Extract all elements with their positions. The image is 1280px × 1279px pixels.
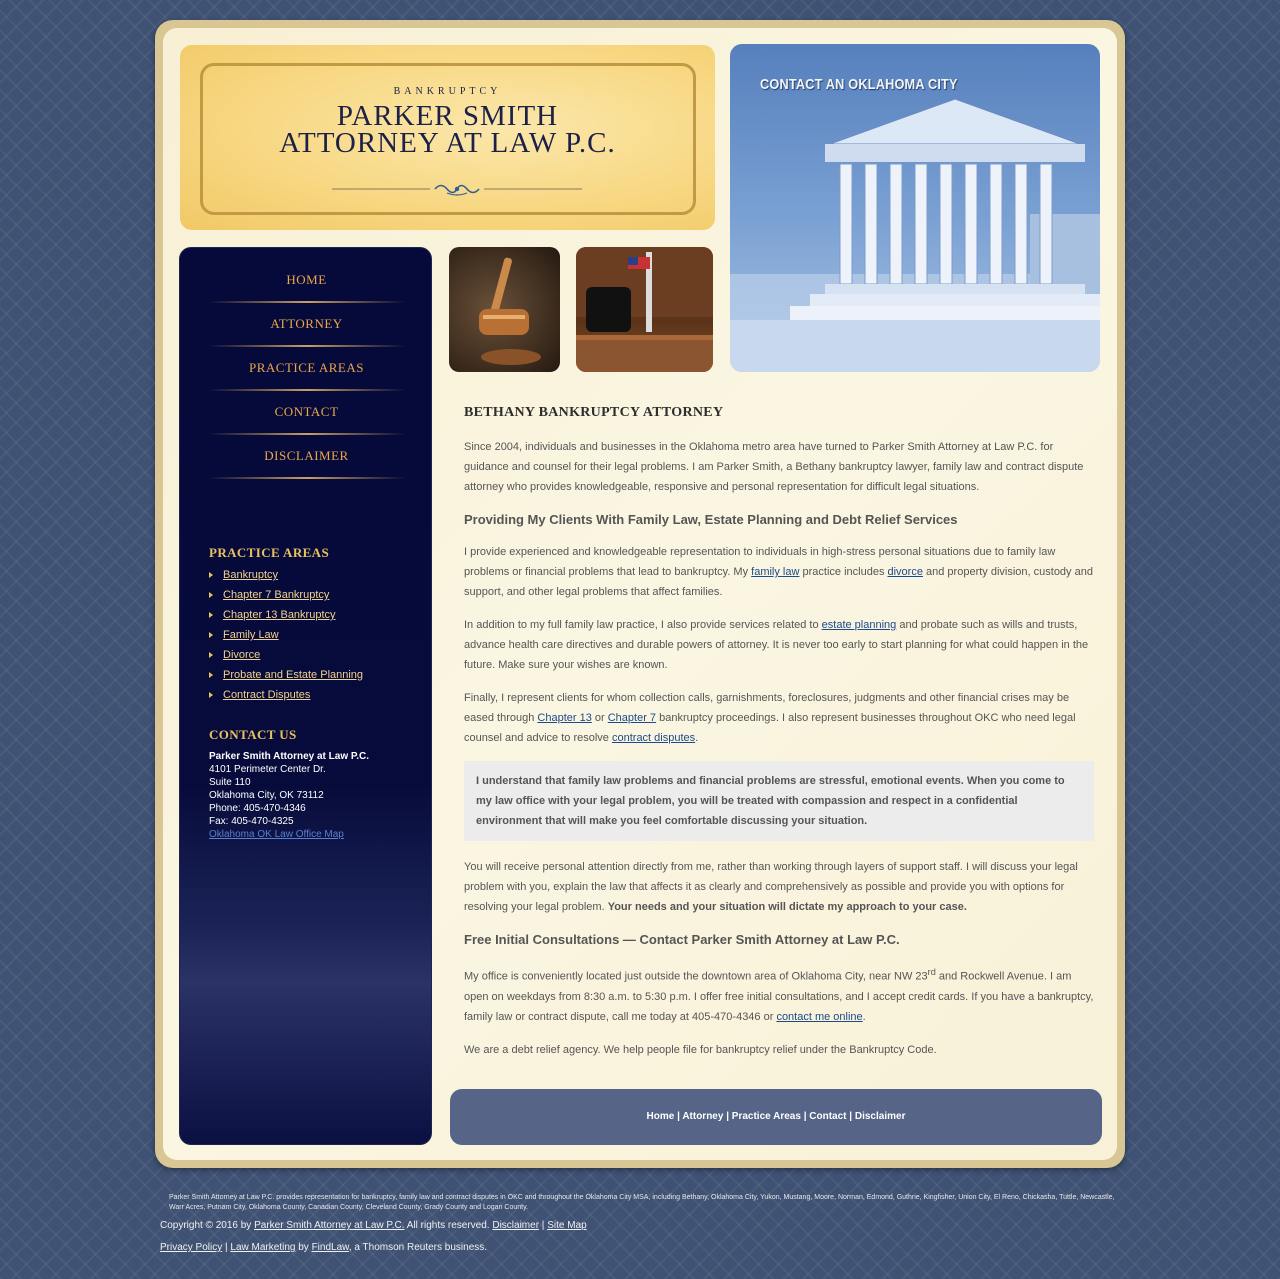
practice-areas-heading: PRACTICE AREAS — [209, 545, 330, 560]
text: . — [862, 1010, 866, 1023]
nav-attorney[interactable]: ATTORNEY — [270, 316, 343, 331]
logo-firm-name: PARKER SMITH — [336, 100, 559, 132]
text: by — [295, 1242, 312, 1253]
nav-divider — [208, 477, 406, 479]
debt-relief-notice: We are a debt relief agency. We help people file for bankruptcy relief under the Bankruptcy Code. — [464, 1043, 937, 1056]
text: You will receive personal attention directly from me, rather than working through layers of support staff. I will discuss your legal problem with you, explain the law that affects it as clearly and comprehensively as possible and provide you with options for resolving your legal problem. — [464, 861, 1078, 913]
bold-text: Your needs and your situation will dictate my approach to your case. — [607, 901, 967, 913]
ornament-icon — [332, 181, 582, 197]
text: In addition to my full family law practice, I also provide services related to — [464, 619, 822, 631]
contact-city: Oklahoma City, OK 73112 — [209, 790, 324, 801]
text: , a Thomson Reuters business. — [348, 1242, 488, 1253]
callout-box: I understand that family law problems and financial problems are stressful, emotional events. When you come to my law office with your legal problem, you will be treated with compassion and respect in a confidential environment that will make you feel comfortable discussing your situation. — [464, 761, 1094, 841]
site-map-link[interactable]: Site Map — [547, 1220, 587, 1231]
contract-disputes-link[interactable]: contract disputes — [611, 732, 696, 744]
contact-us-heading: CONTACT US — [209, 727, 297, 742]
consultation-heading: Free Initial Consultations — Contact Parker Smith Attorney at Law P.C. — [464, 932, 900, 947]
footer-disclaimer-link[interactable]: Disclaimer — [854, 1111, 906, 1122]
nav-contact[interactable]: CONTACT — [274, 404, 339, 419]
text: practice includes — [799, 566, 888, 578]
family-law-paragraph — [464, 542, 1094, 602]
nav-divider — [208, 433, 406, 435]
practice-link-contract-disputes[interactable]: Contract Disputes — [209, 688, 310, 702]
nav-divider — [208, 389, 406, 391]
practice-link-probate[interactable]: Probate and Estate Planning — [209, 668, 363, 682]
courtroom-image — [576, 247, 713, 372]
logo-firm-type: ATTORNEY AT LAW P.C. — [279, 127, 616, 159]
gavel-image — [449, 247, 560, 372]
contact-address-line1: 4101 Perimeter Center Dr. — [209, 764, 326, 775]
chapter-13-link[interactable]: Chapter 13 — [537, 712, 592, 724]
separator: | — [674, 1111, 683, 1122]
text: All rights reserved. — [404, 1220, 493, 1231]
text: bankruptcy proceedings. I also represent businesses throughout OKC who need legal counsel and advice to resolve — [464, 712, 1076, 744]
text: Finally, I represent clients for whom collection calls, garnishments, foreclosures, judgments and other financial crises may be eased through — [464, 692, 1070, 724]
estate-planning-paragraph — [464, 615, 1094, 675]
separator: | — [222, 1242, 231, 1253]
estate-planning-link[interactable]: estate planning — [821, 619, 897, 631]
separator: | — [846, 1111, 855, 1122]
text: . — [695, 732, 699, 744]
nav-divider — [208, 301, 406, 303]
text: I provide experienced and knowledgeable representation to individuals in high-stress personal situations due to family law problems or financial problems that lead to bankruptcy. My — [464, 546, 1056, 578]
separator: | — [800, 1111, 810, 1122]
copyright-line — [160, 1220, 587, 1231]
findlaw-link[interactable]: FindLaw — [311, 1242, 349, 1253]
footer-attorney-link[interactable]: Attorney — [682, 1111, 724, 1122]
intro-paragraph: Since 2004, individuals and businesses in the Oklahoma metro area have turned to Parker Smith Attorney at Law P.C. for guidance and counsel for their legal problems. I am Parker Smith, a Bethany bankruptcy lawyer, family law and contract dispute attorney who provides knowledgeable, responsive and personal representation for difficult legal situations. — [464, 441, 1084, 493]
text: or — [591, 712, 608, 724]
practice-link-divorce[interactable]: Divorce — [209, 648, 260, 662]
contact-fax: Fax: 405-470-4325 — [209, 816, 294, 827]
nav-home[interactable]: HOME — [286, 272, 327, 287]
bottom-disclaimer-link[interactable]: Disclaimer — [492, 1220, 540, 1231]
footer-nav — [450, 1089, 1102, 1145]
text: and probate such as wills and trusts, advance health care directives and durable powers of attorney. It is never too early to start planning for what could happen in the future. Make sure your wishes are known. — [464, 619, 1089, 671]
text: Copyright © 2016 by — [160, 1220, 255, 1231]
text: and Rockwell Avenue. I am open on weekdays from 8:30 a.m. to 5:30 p.m. I offer free initial consultations, and I accept credit cards. If you have a bankruptcy, family law or contract dispute, call me today at 405-470-4346 or — [464, 970, 1094, 1023]
family-law-link[interactable]: family law — [751, 566, 800, 578]
contact-phone: Phone: 405-470-4346 — [209, 803, 306, 814]
privacy-line — [160, 1242, 487, 1253]
practice-link-bankruptcy[interactable]: Bankruptcy — [209, 568, 278, 582]
chapter-7-link[interactable]: Chapter 7 — [607, 712, 657, 724]
practice-link-chapter-7[interactable]: Chapter 7 Bankruptcy — [209, 588, 329, 602]
courthouse-hero-image — [730, 44, 1100, 372]
footer-contact-link[interactable]: Contact — [809, 1111, 847, 1122]
superscript: rd — [927, 967, 936, 977]
nav-practice-areas[interactable]: PRACTICE AREAS — [249, 360, 364, 375]
text: My office is conveniently located just outside the downtown area of Oklahoma City, near NW 23 — [464, 970, 928, 983]
footer-home-link[interactable]: Home — [646, 1111, 675, 1122]
contact-address — [209, 750, 419, 841]
copyright-firm-link[interactable]: Parker Smith Attorney at Law P.C. — [254, 1220, 405, 1231]
contact-address-line2: Suite 110 — [209, 777, 251, 788]
service-area-note: Parker Smith Attorney at Law P.C. provides representation for bankruptcy, family law and contract disputes in OKC and throughout the Oklahoma City MSA, including Bethany, Oklahoma City, Yukon, Mustang, Moore, Norman, Edmond, Guthrie, Kingfisher, Union City, El Reno, Chickasha, Tuttle, Newcastle, Warr Acres, Putnam City, Oklahoma County, Canadian County, Cleveland County, Grady County and Logan County. — [169, 1194, 1115, 1211]
separator: | — [539, 1220, 548, 1231]
nav-divider — [208, 345, 406, 347]
courthouse-icon — [730, 44, 1100, 372]
contact-firm: Parker Smith Attorney at Law P.C. — [209, 751, 370, 762]
main-content — [464, 403, 1094, 1073]
sidebar — [179, 247, 432, 1145]
hero-title: CONTACT AN OKLAHOMA CITY — [760, 76, 958, 93]
practice-link-family-law[interactable]: Family Law — [209, 628, 279, 642]
courtroom-icon — [576, 247, 713, 372]
services-heading: Providing My Clients With Family Law, Estate Planning and Debt Relief Services — [464, 512, 958, 527]
gavel-icon — [449, 247, 560, 372]
personal-attention-paragraph — [464, 857, 1094, 917]
law-marketing-link[interactable]: Law Marketing — [230, 1242, 296, 1253]
page-title: BETHANY BANKRUPTCY ATTORNEY — [464, 405, 724, 420]
office-map-link[interactable]: Oklahoma OK Law Office Map — [209, 829, 344, 840]
footer-practice-link[interactable]: Practice Areas — [731, 1111, 801, 1122]
bankruptcy-paragraph — [464, 688, 1094, 748]
location-paragraph — [464, 962, 1094, 1027]
nav-disclaimer[interactable]: DISCLAIMER — [264, 448, 349, 463]
logo-subtitle: BANKRUPTCY — [393, 86, 502, 97]
privacy-policy-link[interactable]: Privacy Policy — [160, 1242, 223, 1253]
contact-online-link[interactable]: contact me online — [776, 1010, 863, 1023]
text: and property division, custody and support, and other legal problems that affect families. — [464, 566, 1093, 598]
separator: | — [723, 1111, 732, 1122]
practice-link-chapter-13[interactable]: Chapter 13 Bankruptcy — [209, 608, 336, 622]
divorce-link[interactable]: divorce — [887, 566, 923, 578]
